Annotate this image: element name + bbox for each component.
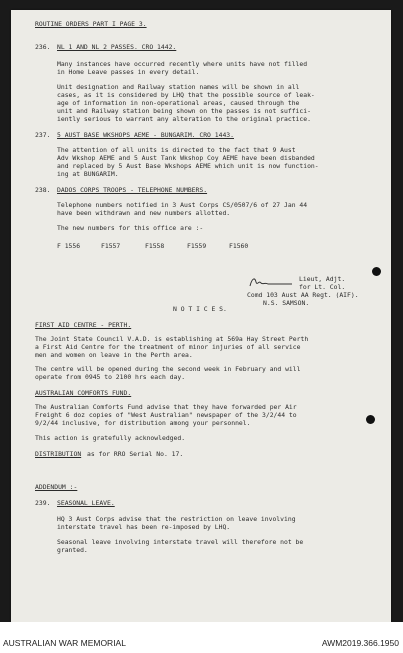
archive-footer	[0, 622, 403, 653]
notice-title: FIRST AID CENTRE - PERTH.	[35, 321, 132, 329]
text-line: granted.	[57, 546, 88, 554]
text-line: The Joint State Council V.A.D. is establishing at 569a Hay Street Perth	[35, 335, 309, 343]
text-line: unit and Railway station being shown on the passes is not suffici-	[57, 107, 311, 115]
punch-hole	[366, 415, 375, 424]
text-line: a First Aid Centre for the treatment of minor injuries of all service	[35, 343, 301, 351]
section-number: 238.	[35, 186, 51, 194]
text-line: interstate travel has been re-imposed by LHQ.	[57, 523, 231, 531]
text-line: iently serious to warrant any alteration to the original practice.	[57, 115, 311, 123]
phone-number: F 1556	[57, 242, 81, 250]
text-line: Adv Wkshop AEME and 5 Aust Tank Wkshop Coy AEME have been disbanded	[57, 154, 315, 162]
text-line: This action is gratefully acknowledged.	[35, 434, 186, 442]
phone-number: F1557	[101, 242, 121, 250]
text-line: Freight 6 doz copies of "West Australian" newspaper of the 3/2/44 to	[35, 411, 297, 419]
section-number: 236.	[35, 43, 51, 51]
notices-heading: N O T I C E S.	[173, 305, 227, 313]
text-line: age of information in non-operational areas, caused through the	[57, 99, 300, 107]
phone-number: F1558	[145, 242, 165, 250]
section-number: 239.	[35, 499, 51, 507]
section-title: 5 AUST BASE WKSHOPS AEME - BUNGARIM. CRO 1443.	[57, 131, 234, 139]
section-title: NL 1 AND NL 2 PASSES. CRO 1442.	[57, 43, 177, 51]
section-title: SEASONAL LEAVE.	[57, 499, 115, 507]
text-line: have been withdrawn and new numbers allotted.	[57, 209, 231, 217]
text-line: men and women on leave in the Perth area.	[35, 351, 193, 359]
text-line: The attention of all units is directed to the fact that 9 Aust	[57, 146, 296, 154]
signature-for: for Lt. Col.	[299, 283, 346, 291]
text-line: operate from 0945 to 2100 hrs each day.	[35, 373, 186, 381]
text-line: 9/2/44 inclusive, for distribution among your personnel.	[35, 419, 251, 427]
text-line: Telephone numbers notified in 3 Aust Corps CS/0507/6 of 27 Jan 44	[57, 201, 308, 209]
page-header: ROUTINE ORDERS PART I PAGE 3.	[35, 20, 147, 28]
text-line: The new numbers for this office are :-	[57, 224, 204, 232]
notice-title: AUSTRALIAN COMFORTS FUND.	[35, 389, 132, 397]
distribution-text: as for RRO Serial No. 17.	[87, 450, 184, 458]
punch-hole	[372, 267, 381, 276]
phone-number: F1560	[229, 242, 249, 250]
archive-name: AUSTRALIAN WAR MEMORIAL	[3, 638, 126, 648]
phone-number: F1559	[187, 242, 207, 250]
text-line: and replaced by 5 Aust Base Wkshops AEME which unit is now function-	[57, 162, 319, 170]
section-number: 237.	[35, 131, 51, 139]
text-line: Many instances have occurred recently where units have not filled	[57, 60, 308, 68]
signature-unit: Comd 103 Aust AA Regt. (AIF).	[247, 291, 359, 299]
addendum-heading: ADDENDUM :-	[35, 483, 78, 491]
text-line: Seasonal leave involving interstate travel will therefore not be	[57, 538, 304, 546]
document-page	[11, 10, 391, 622]
text-line: HQ 3 Aust Corps advise that the restriction on leave involving	[57, 515, 296, 523]
text-line: in Home Leave passes in every detail.	[57, 68, 200, 76]
text-line: cases, as it is considered by LHQ that the possible source of leak-	[57, 91, 315, 99]
distribution-label: DISTRIBUTION	[35, 450, 82, 458]
text-line: ing at BUNGARIM.	[57, 170, 119, 178]
handwritten-signature	[248, 276, 294, 288]
text-line: The Australian Comforts Fund advise that they have forwarded per Air	[35, 403, 297, 411]
text-line: The centre will be opened during the second week in February and will	[35, 365, 301, 373]
signature-name: N.S. SAMSON.	[263, 299, 310, 307]
section-title: DADOS CORPS TROOPS - TELEPHONE NUMBERS.	[57, 186, 208, 194]
archive-reference: AWM2019.366.1950	[321, 638, 399, 648]
signature-rank: Lieut, Adjt.	[299, 275, 346, 283]
text-line: Unit designation and Railway station names will be shown in all	[57, 83, 300, 91]
